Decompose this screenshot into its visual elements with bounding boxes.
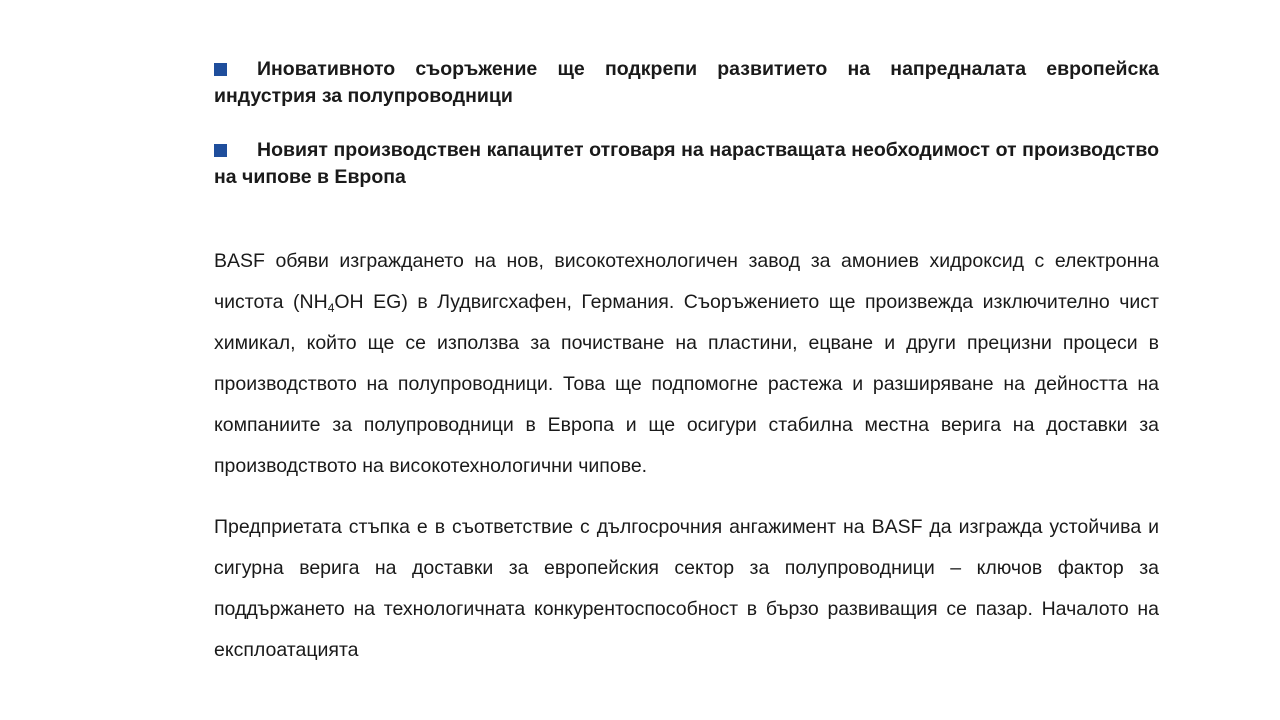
highlight-item xyxy=(214,56,1159,110)
highlight-item xyxy=(214,137,1159,191)
paragraph-text: OH EG) в Лудвигсхафен, Германия. Съоръжението ще произвежда изключително чист химикал, който ще се използва за почистване на пластини, ецване и други прецизни процеси в производството на полупроводници. Това ще подпомогне растежа и разширяване на дейността на компаниите за полупроводници в Европа и ще осигури стабилна местна верига на доставки за производството на високотехнологични чипове. xyxy=(214,291,1159,477)
document-content xyxy=(214,56,1159,691)
square-bullet-icon xyxy=(214,63,227,76)
highlight-text: Новият производствен капацитет отговаря на нарастващата необходимост от производство на чипове в Европа xyxy=(214,139,1159,188)
subscript: 4 xyxy=(327,301,335,315)
highlights-list xyxy=(214,56,1159,191)
paragraph-text: BASF обяви изграждането на нов, високотехнологичен завод за амониев хидроксид с електронна чистота (NH xyxy=(214,250,1159,313)
body-paragraph xyxy=(214,241,1159,487)
square-bullet-icon xyxy=(214,144,227,157)
body-text xyxy=(214,241,1159,671)
highlight-text: Иновативното съоръжение ще подкрепи развитието на напредналата европейска индустрия за полупроводници xyxy=(214,58,1159,107)
body-paragraph: Предприетата стъпка е в съответствие с дългосрочния ангажимент на BASF да изгражда устойчива и сигурна верига на доставки за европейския сектор за полупроводници – ключов фактор за поддържането на технологичната конкурентоспособност в бързо развиващия се пазар. Началото на експлоатацията xyxy=(214,516,1159,661)
